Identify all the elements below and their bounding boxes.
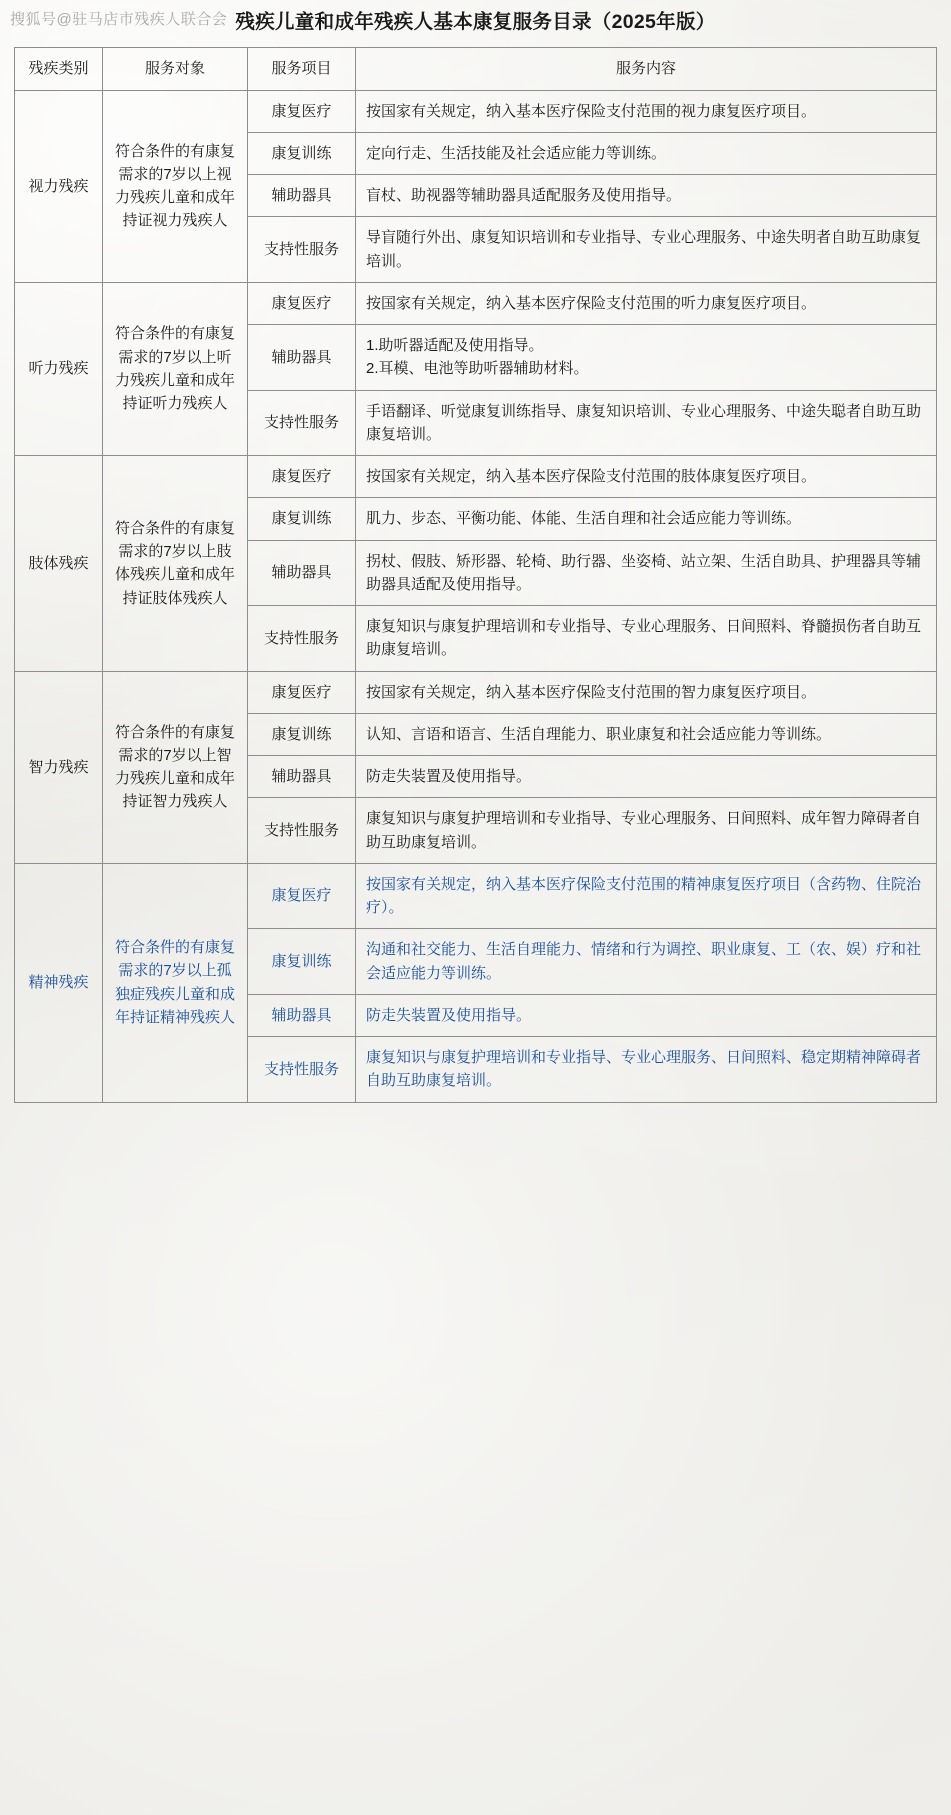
cell-service-item: 康复医疗 bbox=[248, 456, 356, 498]
table-body bbox=[15, 90, 937, 1102]
cell-service-content bbox=[356, 863, 937, 929]
cell-service-item: 支持性服务 bbox=[248, 217, 356, 283]
service-content-line: 防走失装置及使用指导。 bbox=[366, 1006, 532, 1024]
cell-service-item: 支持性服务 bbox=[248, 798, 356, 864]
cell-service-subject: 符合条件的有康复需求的7岁以上肢体残疾儿童和成年持证肢体残疾人 bbox=[103, 456, 248, 672]
header-cell-category: 残疾类别 bbox=[15, 48, 103, 90]
cell-service-item: 康复训练 bbox=[248, 713, 356, 755]
watermark: 搜狐号@驻马店市残疾人联合会 bbox=[10, 11, 228, 28]
table-row bbox=[15, 671, 937, 713]
service-content-line: 2.耳模、电池等助听器辅助材料。 bbox=[366, 360, 589, 378]
cell-service-subject: 符合条件的有康复需求的7岁以上智力残疾儿童和成年持证智力残疾人 bbox=[103, 671, 248, 863]
cell-service-content bbox=[356, 540, 937, 606]
service-content-line: 盲杖、助视器等辅助器具适配服务及使用指导。 bbox=[366, 187, 682, 205]
cell-service-content bbox=[356, 132, 937, 174]
service-content-line: 康复知识与康复护理培训和专业指导、专业心理服务、日间照料、成年智力障碍者自助互助康复培训。 bbox=[366, 810, 922, 851]
service-content-line: 康复知识与康复护理培训和专业指导、专业心理服务、日间照料、稳定期精神障碍者自助互助康复培训。 bbox=[366, 1049, 922, 1090]
cell-service-subject: 符合条件的有康复需求的7岁以上听力残疾儿童和成年持证听力残疾人 bbox=[103, 282, 248, 455]
cell-service-item: 辅助器具 bbox=[248, 325, 356, 391]
cell-service-subject: 符合条件的有康复需求的7岁以上孤独症残疾儿童和成年持证精神残疾人 bbox=[103, 863, 248, 1102]
cell-service-item: 康复训练 bbox=[248, 929, 356, 995]
service-content-line: 康复知识与康复护理培训和专业指导、专业心理服务、日间照料、脊髓损伤者自助互助康复培训。 bbox=[366, 618, 922, 659]
cell-service-item: 辅助器具 bbox=[248, 756, 356, 798]
cell-service-content bbox=[356, 390, 937, 456]
service-content-line: 拐杖、假肢、矫形器、轮椅、助行器、坐姿椅、站立架、生活自助具、护理器具等辅助器具适配及使用指导。 bbox=[366, 552, 922, 593]
service-content-line: 认知、言语和语言、生活自理能力、职业康复和社会适应能力等训练。 bbox=[366, 725, 832, 743]
cell-service-item: 康复医疗 bbox=[248, 282, 356, 324]
cell-disability-category: 听力残疾 bbox=[15, 282, 103, 455]
table-header bbox=[15, 48, 937, 90]
table-container bbox=[0, 47, 951, 1116]
service-content-line: 按国家有关规定，纳入基本医疗保险支付范围的智力康复医疗项目。 bbox=[366, 683, 817, 701]
page-title: 残疾儿童和成年残疾人基本康复服务目录（2025年版） bbox=[235, 11, 716, 33]
service-content-line: 按国家有关规定，纳入基本医疗保险支付范围的精神康复医疗项目（含药物、住院治疗）。 bbox=[366, 875, 922, 917]
cell-disability-category: 肢体残疾 bbox=[15, 456, 103, 672]
service-content-line: 沟通和社交能力、生活自理能力、情绪和行为调控、职业康复、工（农、娱）疗和社会适应能力等训练。 bbox=[366, 941, 922, 982]
service-content-line: 肌力、步态、平衡功能、体能、生活自理和社会适应能力等训练。 bbox=[366, 510, 802, 528]
service-content-line: 防走失装置及使用指导。 bbox=[366, 768, 532, 786]
cell-service-item: 辅助器具 bbox=[248, 540, 356, 606]
cell-service-item: 康复训练 bbox=[248, 132, 356, 174]
rehab-service-catalog-table bbox=[14, 47, 937, 1102]
cell-service-item: 支持性服务 bbox=[248, 1037, 356, 1103]
service-content-line: 定向行走、生活技能及社会适应能力等训练。 bbox=[366, 144, 667, 162]
cell-service-item: 辅助器具 bbox=[248, 175, 356, 217]
header-cell-item: 服务项目 bbox=[248, 48, 356, 90]
cell-service-content bbox=[356, 929, 937, 995]
cell-service-item: 康复训练 bbox=[248, 498, 356, 540]
cell-service-content bbox=[356, 994, 937, 1036]
service-content-line: 按国家有关规定，纳入基本医疗保险支付范围的听力康复医疗项目。 bbox=[366, 294, 817, 312]
cell-disability-category: 智力残疾 bbox=[15, 671, 103, 863]
cell-service-content bbox=[356, 175, 937, 217]
service-content-line: 按国家有关规定，纳入基本医疗保险支付范围的视力康复医疗项目。 bbox=[366, 102, 817, 120]
table-row bbox=[15, 90, 937, 132]
header-cell-content: 服务内容 bbox=[356, 48, 937, 90]
cell-service-content bbox=[356, 713, 937, 755]
cell-service-item: 支持性服务 bbox=[248, 606, 356, 672]
cell-service-content bbox=[356, 217, 937, 283]
service-content-line: 手语翻译、听觉康复训练指导、康复知识培训、专业心理服务、中途失聪者自助互助康复培训。 bbox=[366, 402, 922, 443]
cell-service-content bbox=[356, 606, 937, 672]
cell-service-item: 支持性服务 bbox=[248, 390, 356, 456]
header-row bbox=[15, 48, 937, 90]
cell-service-content bbox=[356, 671, 937, 713]
header-cell-subject: 服务对象 bbox=[103, 48, 248, 90]
cell-service-content bbox=[356, 756, 937, 798]
cell-service-content bbox=[356, 282, 937, 324]
cell-disability-category: 精神残疾 bbox=[15, 863, 103, 1102]
cell-service-item: 康复医疗 bbox=[248, 90, 356, 132]
cell-service-content bbox=[356, 798, 937, 864]
cell-service-item: 康复医疗 bbox=[248, 671, 356, 713]
cell-disability-category: 视力残疾 bbox=[15, 90, 103, 282]
cell-service-item: 康复医疗 bbox=[248, 863, 356, 929]
table-row bbox=[15, 456, 937, 498]
cell-service-content bbox=[356, 456, 937, 498]
cell-service-content bbox=[356, 90, 937, 132]
cell-service-content bbox=[356, 1037, 937, 1103]
cell-service-content bbox=[356, 498, 937, 540]
cell-service-content bbox=[356, 325, 937, 391]
service-content-line: 按国家有关规定，纳入基本医疗保险支付范围的肢体康复医疗项目。 bbox=[366, 468, 817, 486]
service-content-line: 1.助听器适配及使用指导。 bbox=[366, 337, 544, 355]
cell-service-item: 辅助器具 bbox=[248, 994, 356, 1036]
service-content-line: 导盲随行外出、康复知识培训和专业指导、专业心理服务、中途失明者自助互助康复培训。 bbox=[366, 229, 922, 270]
cell-service-subject: 符合条件的有康复需求的7岁以上视力残疾儿童和成年持证视力残疾人 bbox=[103, 90, 248, 282]
table-row bbox=[15, 282, 937, 324]
table-row bbox=[15, 863, 937, 929]
